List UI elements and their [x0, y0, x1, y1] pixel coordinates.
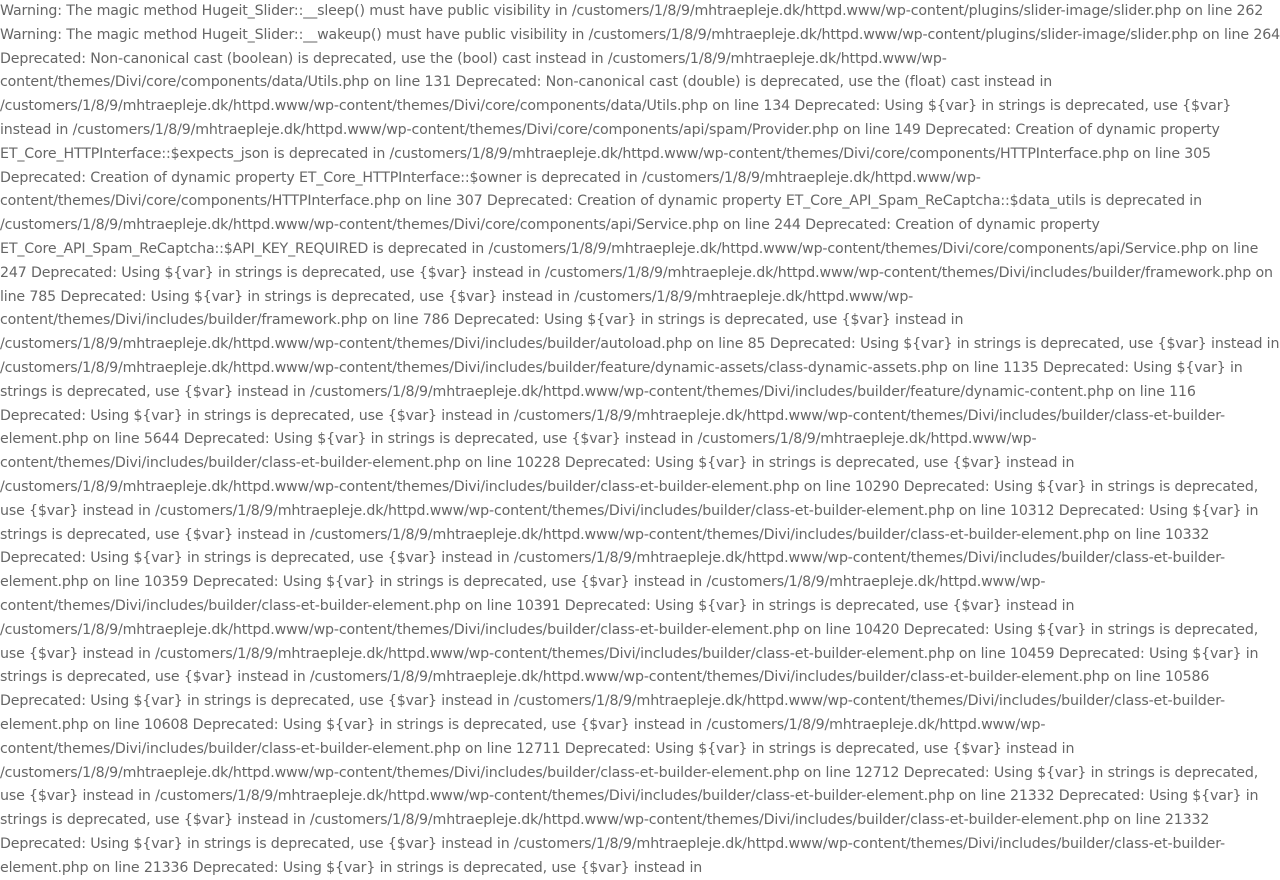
log-message: Deprecated: Using ${var} in strings is deprecated, use {$var} instead in /customers/1/8/9/mhtraepleje.dk/httpd.www/wp-content/themes/Divi/includes/builder/class-et-builder-element.php on line 10312 — [0, 478, 1259, 519]
log-message: Deprecated: Using ${var} in strings is deprecated, use {$var} instead in /customers/1/8/9/mhtraepleje.dk/httpd.www/wp-content/themes/Divi/includes/builder/class-et-builder-element.php on line 5644 — [0, 407, 1225, 448]
log-message: Deprecated: Creation of dynamic property ET_Core_HTTPInterface::$expects_json is deprecated in /customers/1/8/9/mhtraepleje.dk/httpd.www/wp-content/themes/Divi/core/components/HTTPInterface.php on line 305 — [0, 121, 1220, 162]
log-message: Deprecated: Creation of dynamic property ET_Core_API_Spam_ReCaptcha::$data_utils is deprecated in /customers/1/8/9/mhtraepleje.dk/httpd.www/wp-content/themes/Divi/core/components/api/Service.php on line 244 — [0, 193, 1202, 234]
log-message: Deprecated: Using ${var} in strings is deprecated, use {$var} instead in /customers/1/8/9/mhtraepleje.dk/httpd.www/wp-content/themes/Divi/includes/builder/framework.php on line 785 — [0, 264, 1273, 305]
log-message: Deprecated: Using ${var} in strings is deprecated, use {$var} instead in /customers/1/8/9/mhtraepleje.dk/httpd.www/wp-content/themes/Divi/includes/builder/autoload.php on line 85 — [0, 312, 964, 353]
log-message: Deprecated: Using ${var} in strings is deprecated, use {$var} instead in /customers/1/8/9/mhtraepleje.dk/httpd.www/wp-content/themes/Divi/includes/builder/class-et-builder-element.php on line 10332 — [0, 502, 1259, 543]
log-message: Deprecated: Using ${var} in strings is deprecated, use {$var} instead in /customers/1/8/9/mhtraepleje.dk/httpd.www/wp-content/themes/Divi/includes/builder/class-et-builder-element.php on line 21332 — [0, 788, 1259, 829]
log-message: Deprecated: Using ${var} in strings is deprecated, use {$var} instead in /customers/1/8/9/mhtraepleje.dk/httpd.www/wp-content/themes/Divi/includes/builder/class-et-builder-element.php on line 12712 — [0, 740, 1075, 781]
log-message: Deprecated: Using ${var} in strings is deprecated, use {$var} instead in /customers/1/8/9/mhtraepleje.dk/httpd.www/wp-content/themes/Divi/includes/builder/class-et-builder-element.php on line 10608 — [0, 693, 1225, 733]
log-message: Deprecated: Using ${var} in strings is deprecated, use {$var} instead in /customers/1/8/9/mhtraepleje.dk/httpd.www/wp-content/themes/Divi/includes/builder/class-et-builder-element.php on line 10290 — [0, 455, 1075, 495]
log-message: Deprecated: Using ${var} in strings is deprecated, use {$var} instead in /customers/1/8/9/mhtraepleje.dk/httpd.www/wp-content/themes/Divi/includes/builder/class-et-builder-element.php on line 10586 — [0, 645, 1259, 686]
log-message: Deprecated: Using ${var} in strings is deprecated, use {$var} instead in /customers/1/8/9/mhtraepleje.dk/httpd.www/wp-content/themes/Divi/includes/builder/class-et-builder-element.php on line 21336 — [0, 835, 1225, 876]
log-message: Deprecated: Using ${var} in strings is deprecated, use {$var} instead in /customers/1/8/9/mhtraepleje.dk/httpd.www/wp-content/themes/Divi/includes/builder/class-et-builder-element.php on line 12711 — [0, 716, 1046, 757]
log-message: Deprecated: Non-canonical cast (double) is deprecated, use the (float) cast instead in /customers/1/8/9/mhtraepleje.dk/httpd.www/wp-content/themes/Divi/core/components/data/Utils.php on line 134 — [0, 74, 1053, 115]
log-message: Deprecated: Using ${var} in strings is deprecated, use {$var} instead in /customers/1/8/9/mhtraepleje.dk/httpd.www/wp-content/themes/Divi/includes/builder/framework.php on line 786 — [0, 288, 914, 329]
log-message: Warning: The magic method Hugeit_Slider::__wakeup() must have public visibility in /customers/1/8/9/mhtraepleje.dk/httpd.www/wp-content/plugins/slider-image/slider.php on line 264 — [0, 26, 1280, 43]
log-message: Deprecated: Using ${var} in strings is deprecated, use {$var} instead in /customers/1/8/9/mhtraepleje.dk/httpd.www/wp-content/themes/Divi/includes/builder/feature/dynamic-assets/class-dynamic-assets.php on line 1135 — [0, 336, 1280, 376]
log-message: Deprecated: Using ${var} in strings is deprecated, use {$var} instead in /customers/1/8/9/mhtraepleje.dk/httpd.www/wp-content/themes/Divi/includes/builder/class-et-builder-element.php on line 10359 — [0, 550, 1225, 591]
log-message: Deprecated: Using ${var} in strings is deprecated, use {$var} instead in /customers/1/8/9/mhtraepleje.dk/httpd.www/wp-content/themes/Divi/includes/builder/class-et-builder-element.php on line 10420 — [0, 597, 1075, 638]
log-message: Deprecated: Using ${var} in strings is deprecated, use {$var} instead in /customers/1/8/9/mhtraepleje.dk/httpd.www/wp-content/themes/Divi/includes/builder/class-et-builder-element.php on line 10459 — [0, 621, 1259, 662]
log-message: Deprecated: Using ${var} in strings is deprecated, use {$var} instead in /customers/1/8/9/mhtraepleje.dk/httpd.www/wp-content/themes/Divi/includes/builder/feature/dynamic-content.php on line 116 — [0, 359, 1243, 400]
log-message: Deprecated: Non-canonical cast (boolean) is deprecated, use the (bool) cast instead in /customers/1/8/9/mhtraepleje.dk/httpd.www/wp-content/themes/Divi/core/components/data/Utils.php on line 131 — [0, 50, 947, 91]
log-message: Deprecated: Creation of dynamic property ET_Core_API_Spam_ReCaptcha::$API_KEY_REQUIRED is deprecated in /customers/1/8/9/mhtraepleje.dk/httpd.www/wp-content/themes/Divi/core/components/api/Service.php on line 247 — [0, 217, 1259, 281]
log-message: Deprecated: Using ${var} in strings is deprecated, use {$var} instead in /customers/1/8/9/mhtraepleje.dk/httpd.www/wp-content/themes/Divi/includes/builder/class-et-builder-element.php on line 10391 — [0, 574, 1046, 614]
log-message: Deprecated: Using ${var} in strings is deprecated, use {$var} instead in /customers/1/8/9/mhtraepleje.dk/httpd.www/wp-content/themes/Divi/includes/builder/class-et-builder-element.php on line 21332 — [0, 764, 1259, 805]
log-message: Deprecated: Using ${var} in strings is deprecated, use {$var} instead in /customers/1/8/9/mhtraepleje.dk/httpd.www/wp-content/themes/Divi/includes/builder/class-et-builder-element.php on line 10228 — [0, 431, 1037, 472]
log-message: Deprecated: Using ${var} in strings is deprecated, use {$var} instead in — [192, 859, 703, 876]
log-message: Deprecated: Using ${var} in strings is deprecated, use {$var} instead in /customers/1/8/9/mhtraepleje.dk/httpd.www/wp-content/themes/Divi/core/components/api/spam/Provider.php on line 149 — [0, 98, 1232, 138]
log-message: Warning: The magic method Hugeit_Slider::__sleep() must have public visibility in /customers/1/8/9/mhtraepleje.dk/httpd.www/wp-content/plugins/slider-image/slider.php on line 262 — [0, 3, 1264, 19]
log-message: Deprecated: Creation of dynamic property ET_Core_HTTPInterface::$owner is deprecated in /customers/1/8/9/mhtraepleje.dk/httpd.www/wp-content/themes/Divi/core/components/HTTPInterface.php on line 307 — [0, 169, 981, 210]
